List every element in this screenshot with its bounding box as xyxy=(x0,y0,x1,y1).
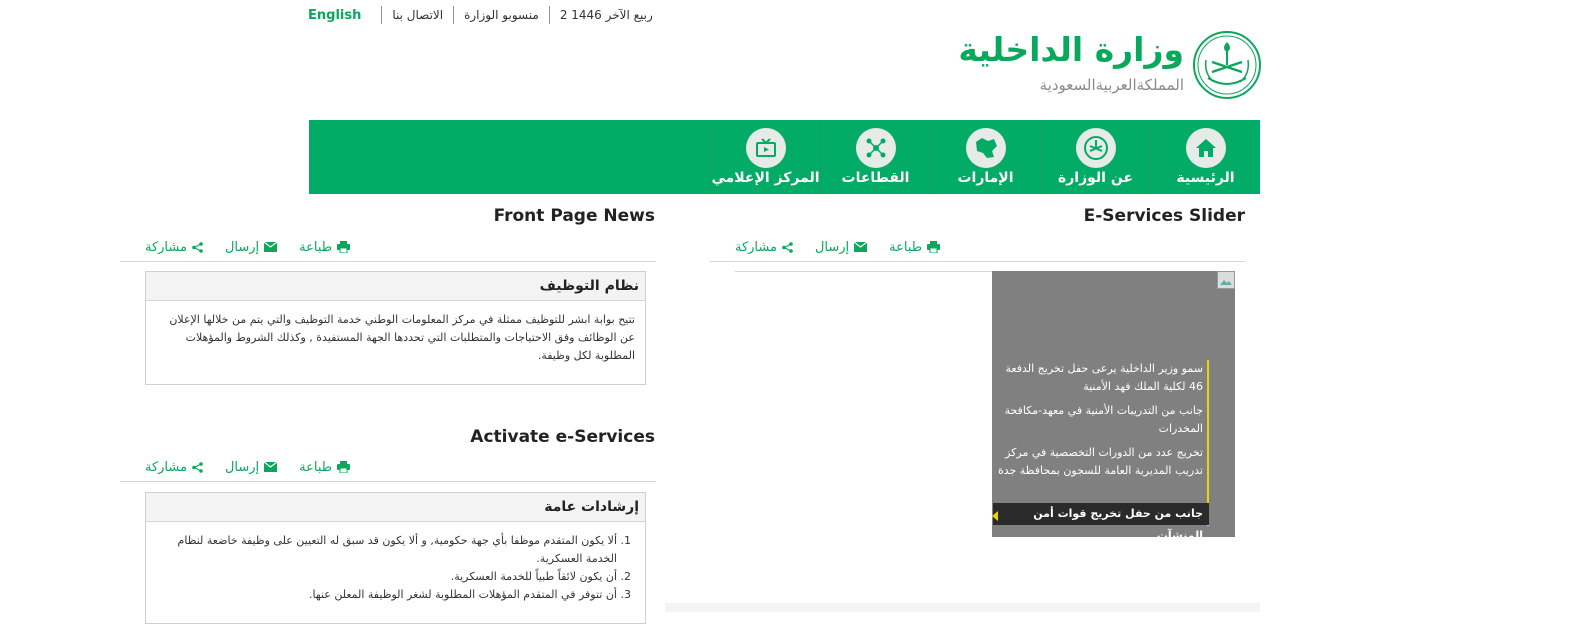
share-button[interactable] xyxy=(145,240,203,255)
home-icon xyxy=(1186,128,1226,168)
printer-icon xyxy=(927,241,940,253)
nav-item-label: المركز الإعلامي xyxy=(711,170,820,186)
guideline-item: 3. أن تتوفر في المتقدم المؤهلات المطلوبة لشغر الوظيفة المعلن عنها. xyxy=(166,586,617,604)
nav-item-about[interactable] xyxy=(1040,120,1150,194)
slider-caption[interactable]: تخريج عدد من الدورات التخصصية في مركز تدريب المديرية العامة للسجون بمحافظة جدة xyxy=(997,446,1203,477)
print-button[interactable] xyxy=(299,240,350,255)
contact-us-link[interactable]: الاتصال بنا xyxy=(392,8,444,22)
guideline-item: 2. أن يكون لائقاً طبياً للخدمة العسكرية. xyxy=(166,568,617,586)
hijri-date: 2 ربيع الآخر 1446 xyxy=(559,8,653,22)
send-label: إرسال xyxy=(224,459,260,475)
send-button[interactable] xyxy=(815,240,867,255)
printer-icon xyxy=(337,461,350,473)
share-button[interactable] xyxy=(145,460,203,475)
activate-eservices-title: Activate e-Services xyxy=(470,427,655,447)
ministry-staff-link[interactable]: منسوبو الوزارة xyxy=(464,8,539,22)
front-page-news-title: Front Page News xyxy=(493,206,655,226)
share-icon xyxy=(192,462,203,473)
slider-caption[interactable]: جانب من التدريبات الأمنية في معهد-مكافحة المخدرات xyxy=(1004,404,1203,435)
nav-item-home[interactable] xyxy=(1150,120,1260,194)
divider xyxy=(710,261,1245,262)
eservices-slider-title: E-Services Slider xyxy=(1083,206,1245,226)
share-icon xyxy=(782,242,793,253)
divider xyxy=(120,481,656,482)
send-label: إرسال xyxy=(814,239,850,255)
top-utility-bar xyxy=(308,6,653,24)
kingdom-subtitle: المملكةالعربيةالسعودية xyxy=(1039,76,1184,94)
envelope-icon xyxy=(264,242,277,252)
divider xyxy=(453,6,454,24)
ministry-logo[interactable] xyxy=(958,30,1262,104)
news-toolbar xyxy=(145,237,372,257)
send-button[interactable] xyxy=(225,460,277,475)
nav-item-label: الإمارات xyxy=(957,170,1014,186)
language-switch-link[interactable]: English xyxy=(308,7,362,23)
envelope-icon xyxy=(854,242,867,252)
send-label: إرسال xyxy=(224,239,260,255)
divider xyxy=(549,6,550,24)
share-label: مشاركة xyxy=(145,459,187,475)
broken-image-icon xyxy=(1217,271,1235,289)
divider xyxy=(120,261,656,262)
slider-caption[interactable]: سمو وزير الداخلية يرعى حفل تخريج الدفعة 46 لكلية الملك فهد الأمنية xyxy=(1005,362,1203,393)
share-icon xyxy=(192,242,203,253)
main-navigation xyxy=(309,120,1260,194)
share-button[interactable] xyxy=(735,240,793,255)
nav-item-label: عن الوزارة xyxy=(1057,170,1134,186)
print-label: طباعة xyxy=(889,239,923,255)
print-button[interactable] xyxy=(299,460,350,475)
footer-edge xyxy=(665,603,1260,612)
eservices-toolbar xyxy=(735,237,962,257)
box-title: نظام التوظيف xyxy=(146,272,645,301)
print-label: طباعة xyxy=(299,459,333,475)
employment-system-box xyxy=(145,271,646,385)
nav-item-label: الرئيسية xyxy=(1176,170,1235,186)
nav-item-label: القطاعات xyxy=(841,170,910,186)
share-label: مشاركة xyxy=(145,239,187,255)
send-button[interactable] xyxy=(225,240,277,255)
eservices-image-slider[interactable] xyxy=(992,271,1235,542)
share-network-icon xyxy=(856,128,896,168)
nav-item-media-center[interactable] xyxy=(710,120,820,194)
general-guidelines-box xyxy=(145,492,646,624)
share-label: مشاركة xyxy=(735,239,777,255)
ministry-title: وزارة الداخلية xyxy=(958,30,1184,69)
nav-item-sectors[interactable] xyxy=(820,120,930,194)
slider-active-caption[interactable]: جانب من حفل تخريج قوات أمن المنشآت xyxy=(993,503,1209,525)
nav-item-regions[interactable] xyxy=(930,120,1040,194)
divider xyxy=(381,6,382,24)
active-caption-arrow-icon xyxy=(992,511,998,521)
guidelines-list xyxy=(146,522,645,604)
box-text: تتيح بوابة ابشر للتوظيف ممثلة في مركز المعلومات الوطني خدمة التوظيف والتي يتم من خلالها الإعلان عن الوظائف وفق الاحتياجات والمتطلبات التي تحددها الجهة المستفيدة , وكذلك الشروط والمؤهلات المطلوبة لكل وظيفة. xyxy=(169,313,635,362)
media-tv-icon xyxy=(746,128,786,168)
activate-toolbar xyxy=(145,457,372,477)
slider-captions xyxy=(997,360,1209,486)
map-icon xyxy=(966,128,1006,168)
print-button[interactable] xyxy=(889,240,940,255)
box-title: إرشادات عامة xyxy=(146,493,645,522)
guideline-item: 1. ألا يكون المتقدم موظفا بأي جهة حكومية, و ألا يكون قد سبق له التعيين على وظيفة خاضعة لنظام الخدمة العسكرية. xyxy=(166,532,617,568)
printer-icon xyxy=(337,241,350,253)
saudi-emblem-icon xyxy=(1192,30,1262,100)
emblem-icon xyxy=(1076,128,1116,168)
envelope-icon xyxy=(264,462,277,472)
print-label: طباعة xyxy=(299,239,333,255)
